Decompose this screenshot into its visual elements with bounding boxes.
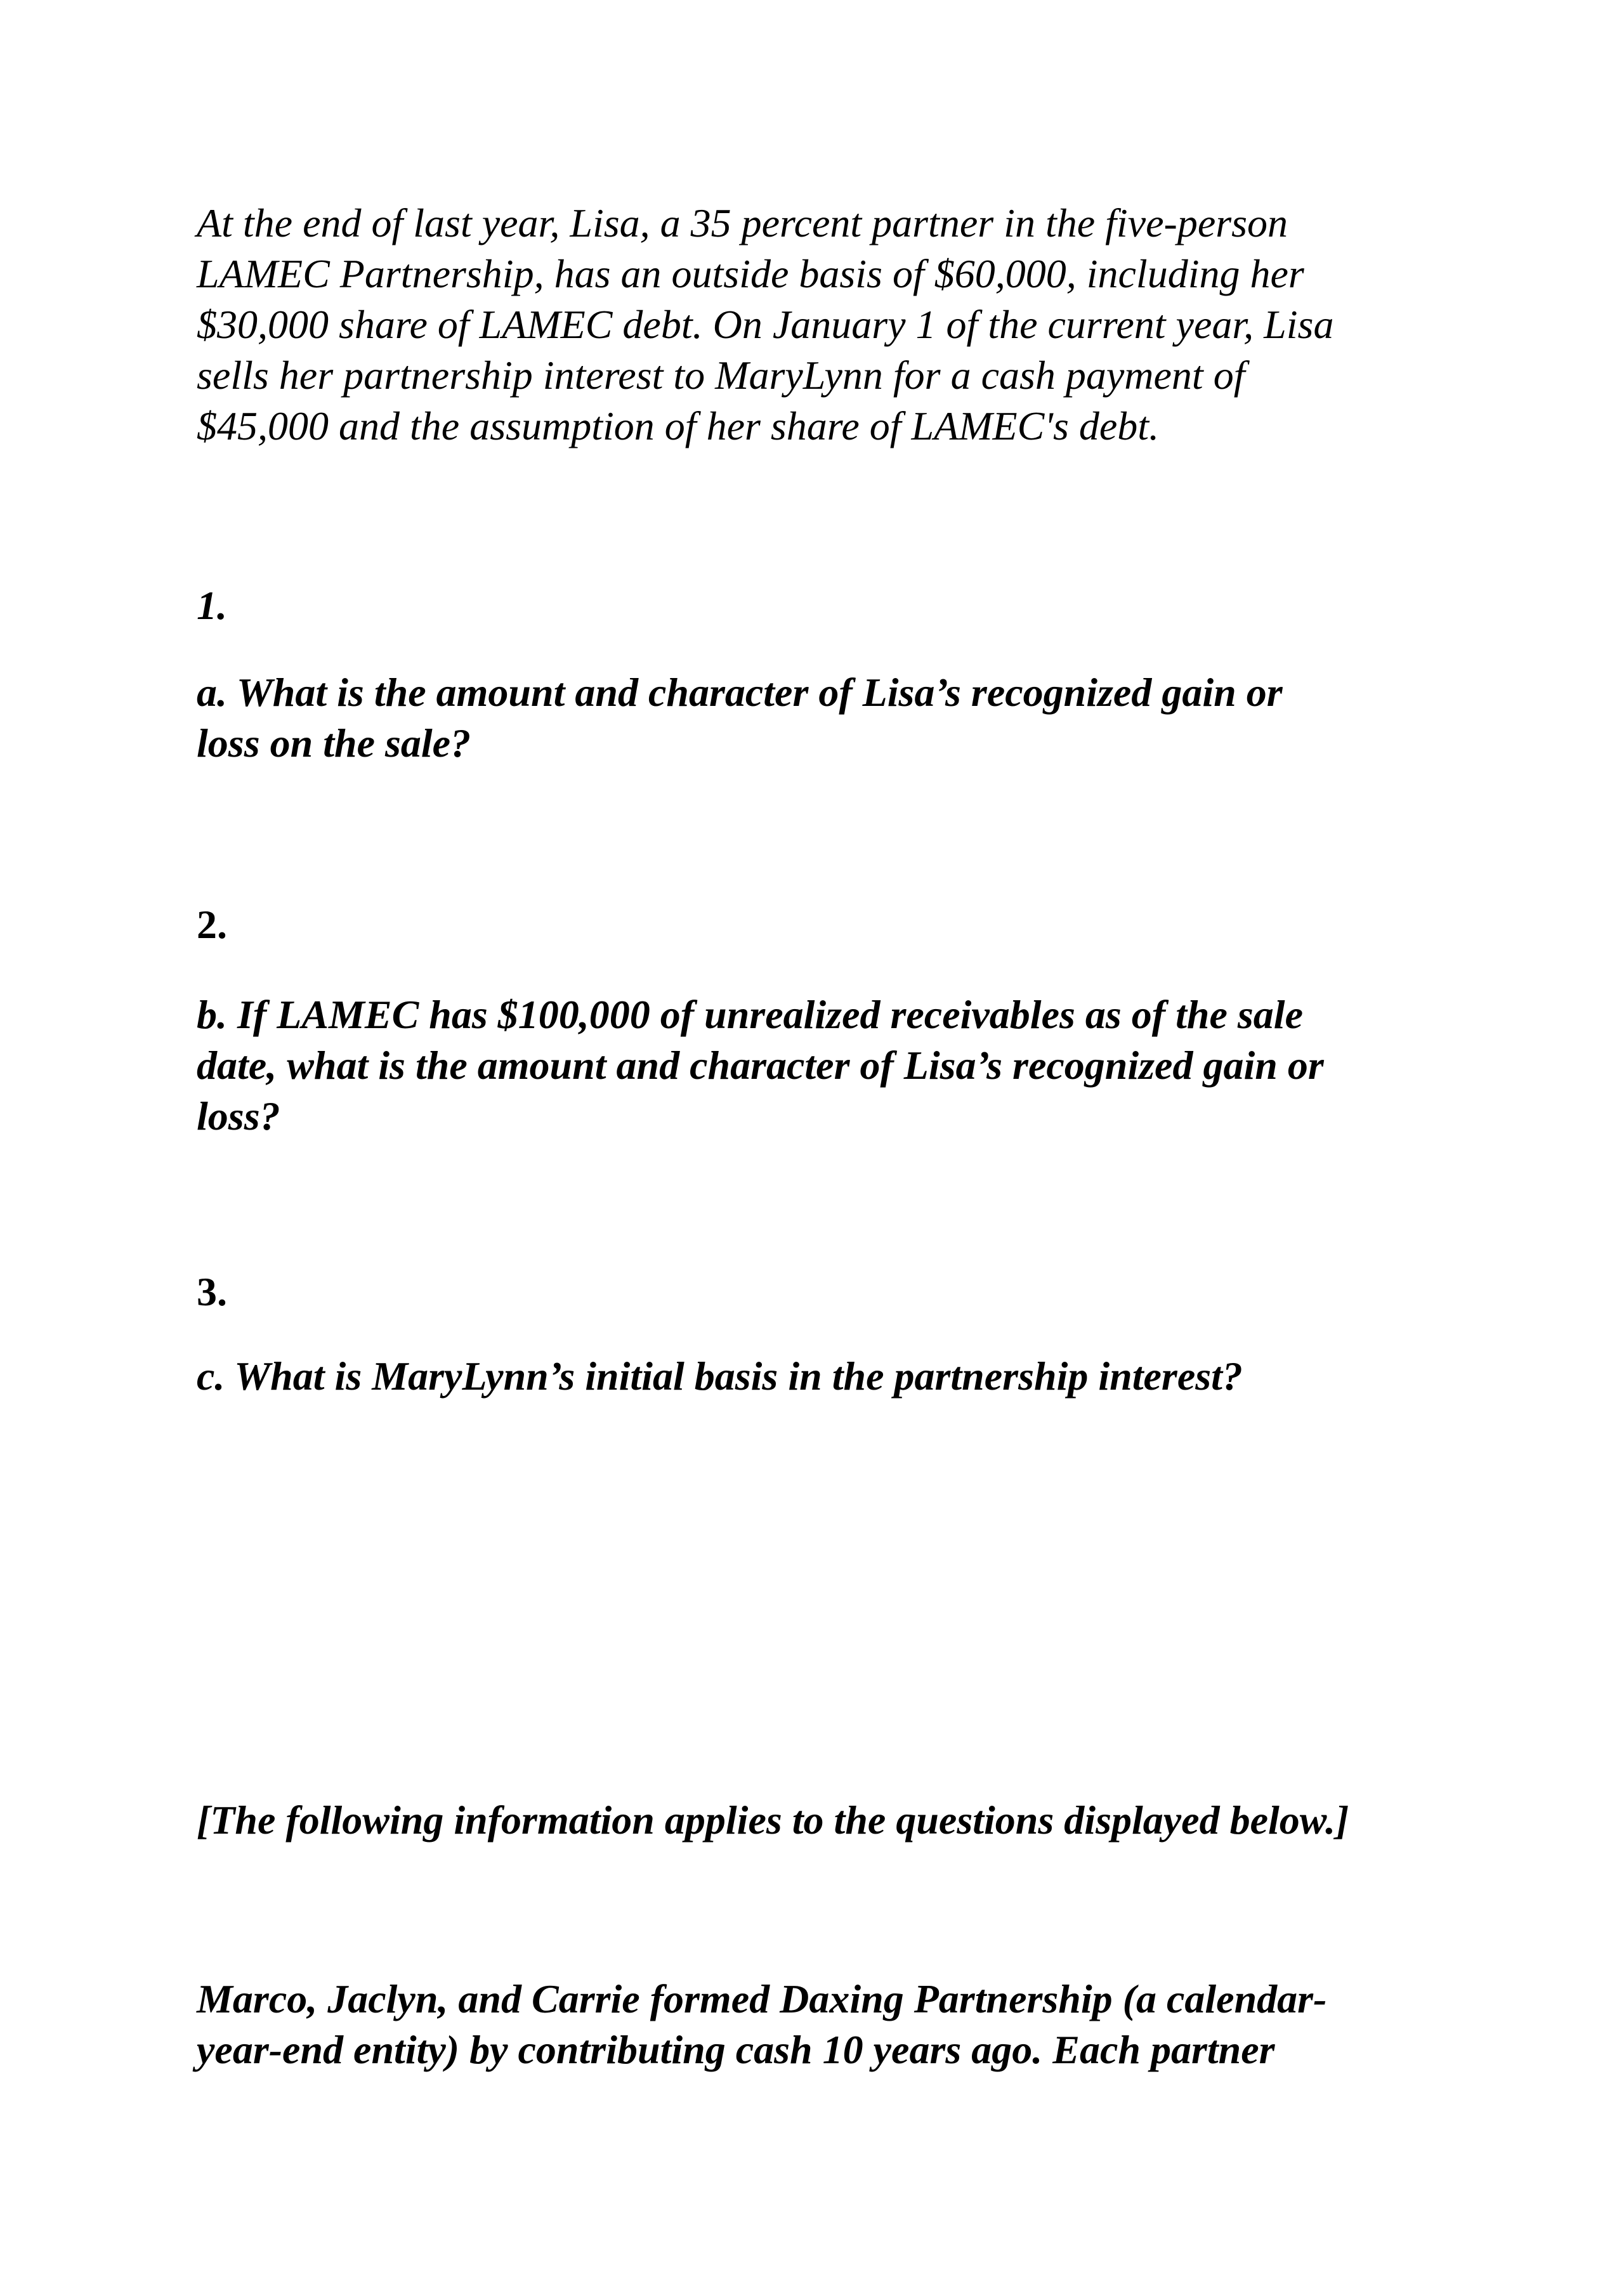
question-number-1: 1.: [197, 583, 227, 628]
question-b-text: [197, 989, 1478, 1142]
intro-line: $45,000 and the assumption of her share of LAMEC's debt.: [197, 403, 1160, 448]
intro-paragraph: [197, 198, 1478, 452]
intro-line: sells her partnership interest to MaryLynn for a cash payment of: [197, 353, 1245, 398]
intro-line: $30,000 share of LAMEC debt. On January 1 of the current year, Lisa: [197, 302, 1334, 347]
question-number-2: 2.: [197, 902, 227, 947]
info-note: [The following information applies to the questions displayed below.]: [197, 1797, 1349, 1843]
question-line: loss on the sale?: [197, 721, 471, 766]
question-number-3: 3.: [197, 1269, 227, 1314]
question-line: a. What is the amount and character of Lisa’s recognized gain or: [197, 670, 1283, 715]
question-line: date, what is the amount and character of Lisa’s recognized gain or: [197, 1043, 1324, 1088]
intro-line: LAMEC Partnership, has an outside basis of $60,000, including her: [197, 251, 1304, 296]
intro-line: At the end of last year, Lisa, a 35 percent partner in the five-person: [197, 200, 1288, 245]
question-line: loss?: [197, 1093, 280, 1138]
question-line: b. If LAMEC has $100,000 of unrealized receivables as of the sale: [197, 992, 1303, 1037]
question-line: c. What is MaryLynn’s initial basis in the partnership interest?: [197, 1353, 1243, 1399]
scenario-line: Marco, Jaclyn, and Carrie formed Daxing Partnership (a calendar-: [197, 1976, 1327, 2021]
question-a-text: [197, 667, 1478, 769]
scenario-line: year-end entity) by contributing cash 10 years ago. Each partner: [197, 2027, 1275, 2072]
question-c-text: [197, 1351, 1478, 1402]
second-scenario-paragraph: [197, 1974, 1478, 2075]
